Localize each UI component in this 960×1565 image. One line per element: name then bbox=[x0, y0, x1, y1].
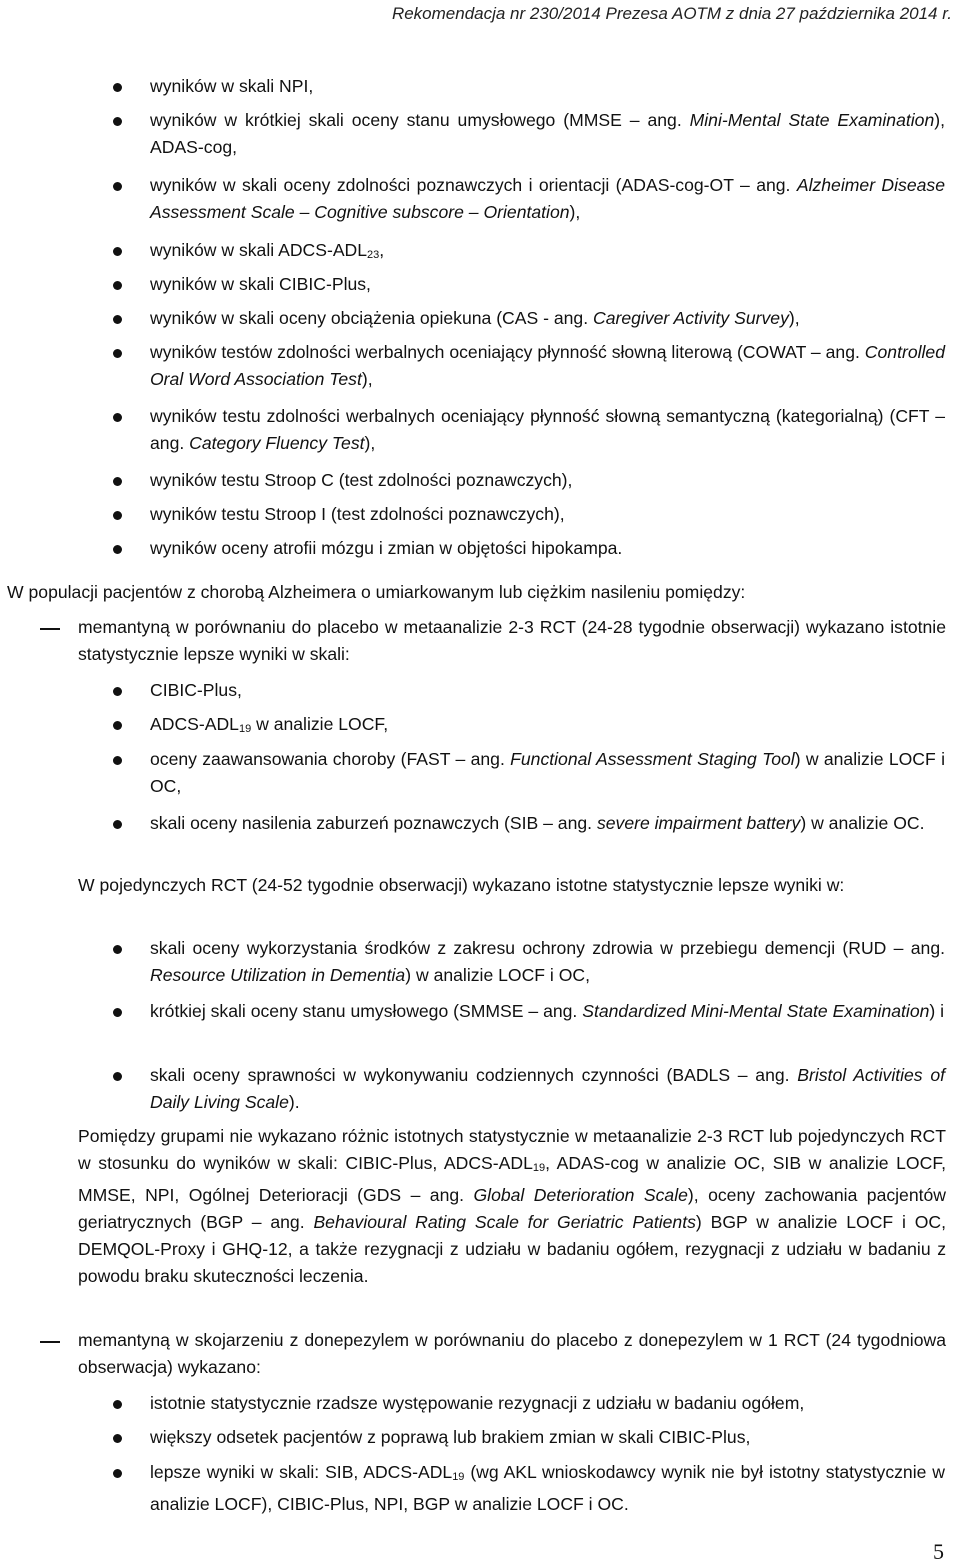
bullet-dot bbox=[113, 247, 122, 256]
text-span: ) w analizie OC. bbox=[800, 813, 925, 833]
italic-term: Global Deterioration Scale bbox=[473, 1185, 688, 1205]
text-span: ) w analizie LOCF i OC, bbox=[405, 965, 591, 985]
text-span: większy odsetek pacjentów z poprawą lub brakiem zmian w skali CIBIC-Plus, bbox=[150, 1427, 751, 1447]
paragraph-single-rct: W pojedynczych RCT (24-52 tygodnie obserwacji) wykazano istotne statystycznie lepsze wyniki w: bbox=[78, 875, 845, 895]
italic-term: Functional Assessment Staging Tool bbox=[510, 749, 795, 769]
text-span: Pomiędzy grupami nie wykazano różnic istotnych statystycznie w metaanalizie 2-3 RCT lub pojedynczych RCT w stosunku do wyników w skali: CIBIC-Plus, ADCS-ADL bbox=[78, 1126, 946, 1173]
italic-term: Behavioural Rating Scale for Geriatric Patients bbox=[313, 1212, 696, 1232]
list-item-text bbox=[150, 403, 945, 457]
list-item-text bbox=[150, 237, 945, 269]
bullet-dot bbox=[113, 1400, 122, 1409]
paragraph-memantine-vs-placebo: memantyną w porównaniu do placebo w metaanalizie 2-3 RCT (24-28 tygodnie obserwacji) wykazano istotnie statystycznie lepsze wyniki w skali: bbox=[78, 617, 946, 664]
bullet-dot bbox=[113, 945, 122, 954]
paragraph-population: W populacji pacjentów z chorobą Alzheimera o umiarkowanym lub ciężkim nasileniu pomiędzy: bbox=[7, 582, 746, 602]
bullet-dot bbox=[113, 182, 122, 191]
text-span: wyników oceny atrofii mózgu i zmian w objętości hipokampa. bbox=[150, 538, 623, 558]
text-span: wyników w skali oceny obciążenia opiekuna (CAS - ang. bbox=[150, 308, 593, 328]
list-item-text bbox=[150, 73, 945, 100]
text-span: wyników testu zdolności werbalnych oceniający płynność słowną semantyczną (kategorialną) (CFT – ang. bbox=[150, 406, 945, 453]
text-span: wyników w skali ADCS-ADL bbox=[150, 240, 368, 260]
text-span: ), oceny zachowania pacjentów geriatrycznych (BGP – ang. bbox=[78, 1185, 947, 1232]
list-item-text bbox=[150, 172, 945, 226]
italic-term: severe impairment battery bbox=[596, 813, 801, 833]
bullet-dot bbox=[113, 721, 122, 730]
bullet-dot bbox=[113, 820, 122, 829]
list-item-text bbox=[150, 271, 945, 298]
dash-marker bbox=[40, 628, 60, 630]
bullet-dot bbox=[113, 413, 122, 422]
list-item-text bbox=[150, 467, 945, 494]
text-span: krótkiej skali oceny stanu umysłowego (SMMSE – ang. bbox=[150, 1001, 583, 1021]
italic-term: Mini-Mental State Examination bbox=[689, 110, 935, 130]
page-number: 5 bbox=[933, 1539, 944, 1564]
list-item-text bbox=[150, 711, 945, 743]
subscript: 19 bbox=[532, 1162, 546, 1174]
subscript: 19 bbox=[238, 723, 252, 735]
list-item-text bbox=[150, 1062, 945, 1116]
text-span: wyników w skali NPI, bbox=[150, 76, 314, 96]
text-span: CIBIC-Plus, bbox=[150, 680, 242, 700]
text-span: , ADAS-cog w analizie OC, SIB w analizie LOCF, MMSE, NPI, Ogólnej Deterioracji (GDS – ang. bbox=[78, 1153, 946, 1205]
text-span: ), bbox=[364, 433, 376, 453]
text-span: skali oceny sprawności w wykonywaniu codziennych czynności (BADLS – ang. bbox=[150, 1065, 798, 1085]
text-span: ), bbox=[788, 308, 800, 328]
list-item-text bbox=[150, 305, 945, 332]
text-span: wyników w skali oceny zdolności poznawczych i orientacji (ADAS-cog-OT – ang. bbox=[150, 175, 797, 195]
text-span: ) BGP w analizie LOCF i OC, DEMQOL-Proxy i GHQ-12, a także rezygnacji z udziału w badaniu ogółem, rezygnacji z udziału w badaniu z powodu braku skuteczności leczenia. bbox=[78, 1212, 946, 1286]
bullet-dot bbox=[113, 349, 122, 358]
bullet-dot bbox=[113, 477, 122, 486]
text-span: (wg AKL wnioskodawcy wynik nie był istotny statystycznie w analizie LOCF), CIBIC-Plus, NPI, BGP w analizie LOCF i OC. bbox=[150, 1462, 945, 1514]
bullet-dot bbox=[113, 281, 122, 290]
bullet-dot bbox=[113, 687, 122, 696]
list-item-text bbox=[150, 1390, 945, 1417]
italic-term: Bristol Activities of Daily Living Scale bbox=[150, 1065, 945, 1112]
list-item-text bbox=[150, 810, 945, 837]
bullet-dot bbox=[113, 1434, 122, 1443]
text-span: w analizie LOCF, bbox=[251, 714, 389, 734]
text-span: oceny zaawansowania choroby (FAST – ang. bbox=[150, 749, 511, 769]
text-span: , bbox=[379, 240, 385, 260]
bullet-dot bbox=[113, 756, 122, 765]
italic-term: Caregiver Activity Survey bbox=[593, 308, 789, 328]
text-span: ) i bbox=[929, 1001, 945, 1021]
text-span: ), ADAS-cog, bbox=[150, 110, 945, 157]
italic-term: Standardized Mini-Mental State Examination bbox=[582, 1001, 930, 1021]
list-item-text bbox=[150, 1459, 945, 1518]
italic-term: Category Fluency Test bbox=[189, 433, 365, 453]
paragraph-no-difference bbox=[78, 1123, 946, 1290]
text-span: istotnie statystycznie rzadsze występowanie rezygnacji z udziału w badaniu ogółem, bbox=[150, 1393, 805, 1413]
dash-marker bbox=[40, 1341, 60, 1343]
bullet-dot bbox=[113, 315, 122, 324]
bullet-dot bbox=[113, 545, 122, 554]
text-span: wyników testu Stroop C (test zdolności poznawczych), bbox=[150, 470, 573, 490]
bullet-dot bbox=[113, 1469, 122, 1478]
bullet-dot bbox=[113, 511, 122, 520]
text-span: wyników w skali CIBIC-Plus, bbox=[150, 274, 371, 294]
bullet-dot bbox=[113, 83, 122, 92]
list-item-text bbox=[150, 746, 945, 800]
list-item-text bbox=[150, 535, 945, 562]
italic-term: Controlled Oral Word Association Test bbox=[150, 342, 945, 389]
list-item-text bbox=[150, 677, 945, 704]
text-span: skali oceny nasilenia zaburzeń poznawczych (SIB – ang. bbox=[150, 813, 597, 833]
italic-term: Alzheimer Disease Assessment Scale – Cognitive subscore – Orientation bbox=[150, 175, 945, 222]
bullet-dot bbox=[113, 117, 122, 126]
list-item-text bbox=[150, 339, 945, 393]
subscript: 23 bbox=[367, 249, 380, 261]
text-span: ). bbox=[288, 1092, 300, 1112]
italic-term: Resource Utilization in Dementia bbox=[150, 965, 406, 985]
bullet-dot bbox=[113, 1008, 122, 1017]
text-span: lepsze wyniki w skali: SIB, ADCS-ADL bbox=[150, 1462, 453, 1482]
text-span: skali oceny wykorzystania środków z zakresu ochrony zdrowia w przebiegu demencji (RUD – ang. bbox=[150, 938, 945, 958]
list-item-text bbox=[150, 501, 945, 528]
text-span: ), bbox=[361, 369, 373, 389]
bullet-dot bbox=[113, 1072, 122, 1081]
list-item-text bbox=[150, 1424, 945, 1451]
list-item-text bbox=[150, 998, 945, 1025]
text-span: ), bbox=[569, 202, 581, 222]
subscript: 19 bbox=[452, 1471, 465, 1483]
list-item-text bbox=[150, 107, 945, 161]
text-span: wyników w krótkiej skali oceny stanu umysłowego (MMSE – ang. bbox=[150, 110, 690, 130]
text-span: wyników testów zdolności werbalnych oceniający płynność słowną literową (COWAT – ang. bbox=[150, 342, 865, 362]
text-span: ADCS-ADL bbox=[150, 714, 239, 734]
text-span: ) w analizie LOCF i OC, bbox=[150, 749, 945, 796]
text-span: wyników testu Stroop I (test zdolności poznawczych), bbox=[150, 504, 565, 524]
list-item-text bbox=[150, 935, 945, 989]
paragraph-memantine-donepezil: memantyną w skojarzeniu z donepezylem w porównaniu do placebo z donepezylem w 1 RCT (24 tygodniowa obserwacja) wykazano: bbox=[78, 1330, 946, 1377]
document-header: Rekomendacja nr 230/2014 Prezesa AOTM z dnia 27 października 2014 r. bbox=[391, 4, 952, 23]
